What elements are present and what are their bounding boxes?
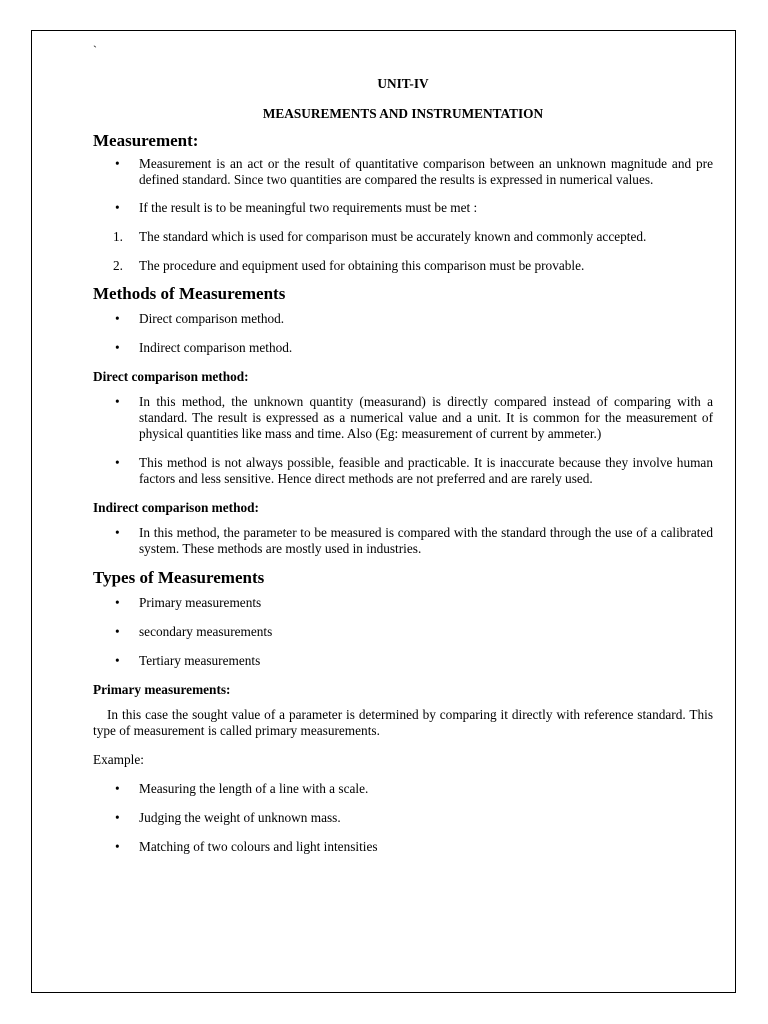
document-title: MEASUREMENTS AND INSTRUMENTATION (262, 106, 544, 121)
heading-primary: Primary measurements: (93, 682, 231, 697)
list-number: 2. (113, 258, 123, 273)
list-item: 1. The standard which is used for comparison must be accurately known and commonly accepted. (113, 229, 647, 244)
list-item: • Indirect comparison method. (115, 340, 293, 355)
bullet-icon: • (115, 624, 120, 639)
bullet-icon: • (115, 340, 120, 355)
heading-types: Types of Measurements (93, 568, 265, 587)
bullet-icon: • (115, 200, 120, 215)
list-item: • If the result is to be meaningful two requirements must be met : (115, 200, 478, 215)
direct-bullets (93, 394, 713, 487)
list-item: 2. The procedure and equipment used for obtaining this comparison must be provable. (113, 258, 585, 273)
list-item: • Direct comparison method. (115, 311, 285, 326)
bullet-icon: • (115, 839, 120, 854)
list-item: • Measuring the length of a line with a scale. (115, 781, 369, 796)
bullet-icon: • (115, 781, 120, 796)
bullet-icon: • (115, 525, 120, 540)
list-number: 1. (113, 229, 123, 244)
list-item: • Measurement is an act or the result of quantitative comparison between an unknown magnitude and pre defined standard. Since two quantities are compared the results is expressed in numerical values. (115, 156, 713, 187)
primary-paragraph: In this case the sought value of a parameter is determined by comparing it directly with reference standard. This type of measurement is called primary measurements. (93, 707, 713, 738)
list-item: • Tertiary measurements (115, 653, 261, 668)
indirect-bullets (93, 525, 713, 557)
measurement-bullets (93, 156, 713, 216)
example-label: Example: (93, 752, 144, 767)
list-item: • In this method, the unknown quantity (measurand) is directly compared instead of comparing with a standard. The result is expressed as a numerical value and a unit. It is common for the measurement of physical quantities like mass and time. Also (Eg: measurement of current by ammeter.) (115, 394, 713, 441)
methods-bullets (93, 311, 713, 356)
example-bullets (93, 781, 713, 855)
list-item: • Matching of two colours and light intensities (115, 839, 378, 854)
heading-indirect: Indirect comparison method: (93, 500, 259, 515)
list-item: • Primary measurements (115, 595, 262, 610)
list-item: • This method is not always possible, feasible and practicable. It is inaccurate because they involve human factors and less sensitive. Hence direct methods are not preferred and are rarely used. (115, 455, 713, 486)
bullet-icon: • (115, 156, 120, 171)
document-body (93, 42, 713, 855)
list-item: • secondary measurements (115, 624, 273, 639)
heading-direct: Direct comparison method: (93, 369, 249, 384)
list-item: • Judging the weight of unknown mass. (115, 810, 341, 825)
list-item: • In this method, the parameter to be measured is compared with the standard through the use of a calibrated system. These methods are mostly used in industries. (115, 525, 713, 556)
bullet-icon: • (115, 810, 120, 825)
heading-measurement: Measurement: (93, 131, 199, 150)
unit-title: UNIT-IV (377, 76, 429, 91)
heading-methods: Methods of Measurements (93, 284, 286, 303)
bullet-icon: • (115, 455, 120, 470)
bullet-icon: • (115, 394, 120, 409)
backtick-mark: ` (93, 43, 97, 57)
types-bullets (93, 595, 713, 669)
bullet-icon: • (115, 311, 120, 326)
requirements-list (93, 229, 713, 274)
bullet-icon: • (115, 595, 120, 610)
bullet-icon: • (115, 653, 120, 668)
